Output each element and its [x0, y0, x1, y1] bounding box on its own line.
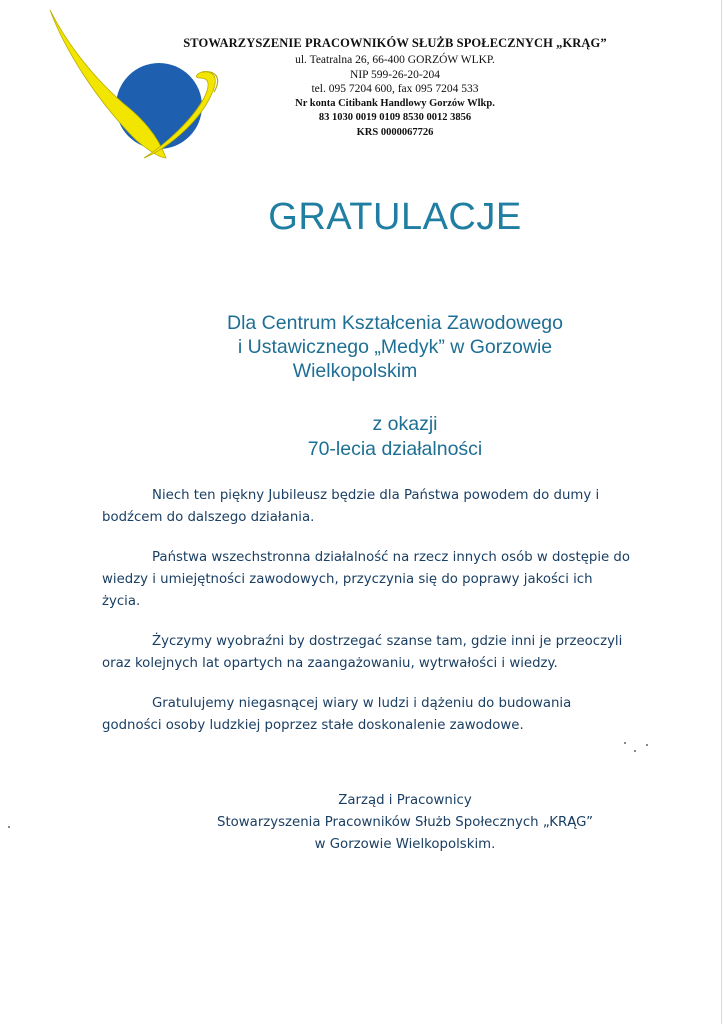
scan-speck	[646, 744, 648, 746]
paragraph-2: Państwa wszechstronna działalność na rzecz innych osób w dostępie do wiedzy i umiejętności zawodowych, przyczynia się do poprawy jakości ich życia.	[102, 550, 630, 609]
occasion-line-2: 70-lecia działalności	[307, 438, 483, 460]
organization-address: ul. Teatralna 26, 66-400 GORZÓW WLKP.	[295, 54, 495, 66]
scan-speck	[634, 750, 636, 752]
letterhead	[100, 36, 690, 140]
paragraph-1: Niech ten piękny Jubileusz będzie dla Państwa powodem do dumy i bodźcem do dalszego działania.	[102, 488, 600, 525]
scan-speck	[624, 742, 626, 744]
document-title: GRATULACJE	[268, 196, 522, 238]
signature-line-1: Zarząd i Pracownicy	[338, 793, 472, 808]
bank-account: 83 1030 0019 0109 8530 0012 3856	[318, 112, 472, 123]
bank-label: Nr konta Citibank Handlowy Gorzów Wlkp.	[295, 97, 495, 109]
occasion-block	[160, 412, 630, 462]
organization-name: STOWARZYSZENIE PRACOWNIKÓW SŁUŻB SPOŁECZNYCH „KRĄG”	[183, 36, 607, 50]
page-edge	[721, 0, 722, 1024]
recipient-block	[160, 311, 630, 383]
organization-nip: NIP 599-26-20-204	[350, 68, 440, 81]
recipient-line-1: Dla Centrum Kształcenia Zawodowego	[227, 312, 563, 334]
recipient-line-2: i Ustawicznego „Medyk” w Gorzowie	[237, 336, 553, 358]
signature-line-3: w Gorzowie Wielkopolskim.	[314, 837, 496, 852]
signature-block	[140, 790, 670, 856]
organization-phone: tel. 095 7204 600, fax 095 7204 533	[311, 83, 479, 95]
signature-line-2: Stowarzyszenia Pracowników Służb Społecznych „KRĄG”	[217, 815, 593, 830]
occasion-line-1: z okazji	[372, 413, 438, 435]
letter-body	[102, 485, 630, 755]
paragraph-4: Gratulujemy niegasnącej wiary w ludzi i dążeniu do budowania godności osoby ludzkiej poprzez stałe doskonalenie zawodowe.	[102, 696, 572, 733]
scan-speck	[8, 826, 10, 828]
paragraph-3: Życzymy wyobraźni by dostrzegać szanse tam, gdzie inni je przeoczyli oraz kolejnych lat opartych na zaangażowaniu, wytrwałości i wiedzy.	[102, 634, 623, 671]
organization-krs: KRS 0000067726	[356, 126, 434, 138]
recipient-line-3: Wielkopolskim	[292, 360, 418, 382]
